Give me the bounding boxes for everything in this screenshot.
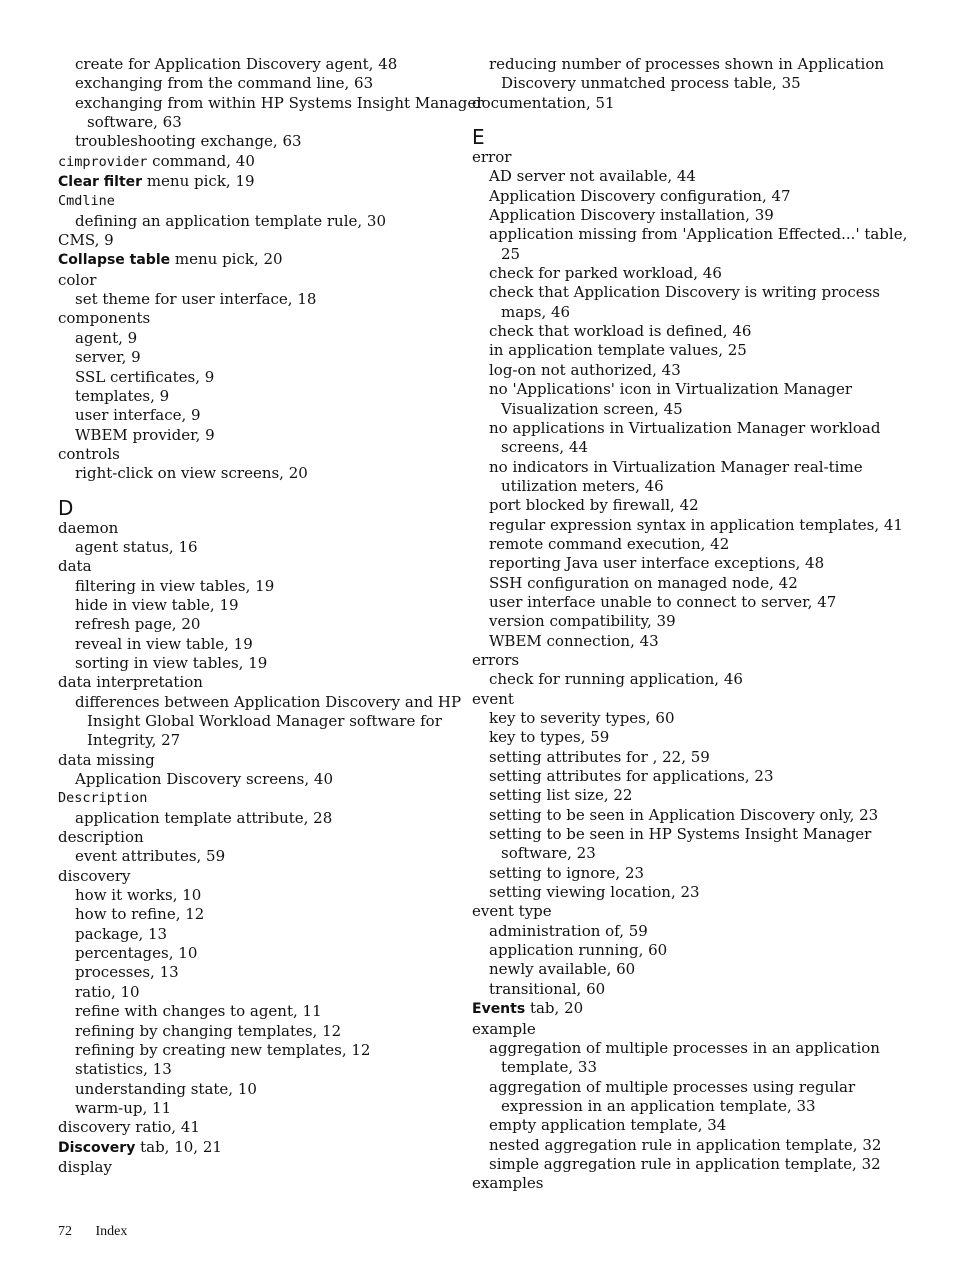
- index-reference: tab, 10, 21: [135, 1137, 222, 1156]
- index-subterm: refining by changing templates, 12: [75, 1021, 342, 1040]
- index-subterm: check that workload is defined, 46: [489, 322, 752, 341]
- index-subterm: setting to be seen in HP Systems Insight Manager: [489, 825, 872, 844]
- index-subterm: refresh page, 20: [75, 615, 201, 634]
- index-subterm: check that Application Discovery is writing process: [489, 283, 881, 302]
- index-subterm: Application Discovery screens, 40: [75, 770, 333, 789]
- index-subterm: percentages, 10: [75, 944, 198, 963]
- index-subterm: server, 9: [75, 348, 141, 367]
- index-subterm: setting list size, 22: [489, 786, 633, 805]
- index-subterm: application missing from 'Application Effected...' table,: [489, 225, 908, 244]
- index-continuation: Insight Global Workload Manager software for: [87, 712, 442, 730]
- index-subterm: no indicators in Virtualization Manager real-time: [489, 457, 863, 476]
- index-subterm: simple aggregation rule in application template, 32: [489, 1154, 881, 1173]
- index-continuation: maps, 46: [501, 302, 571, 321]
- index-term: daemon: [58, 518, 119, 537]
- index-subterm: ratio, 10: [75, 982, 140, 1001]
- index-term: color: [58, 270, 97, 289]
- index-term: Cmdline: [58, 193, 115, 210]
- index-term: data: [58, 557, 92, 576]
- index-continuation: utilization meters, 46: [501, 476, 664, 495]
- index-subterm: key to severity types, 60: [489, 709, 675, 727]
- index-subterm: reveal in view table, 19: [75, 634, 253, 653]
- index-subterm: understanding state, 10: [75, 1079, 257, 1098]
- index-section-letter: D: [58, 495, 74, 520]
- index-subterm: hide in view table, 19: [75, 595, 239, 614]
- index-subterm: setting to be seen in Application Discovery only, 23: [489, 805, 879, 824]
- index-subterm: check for parked workload, 46: [489, 264, 722, 283]
- index-subterm: templates, 9: [75, 386, 170, 405]
- ui-element-name: Collapse table: [58, 252, 171, 269]
- footer-section-title: Index: [95, 1224, 128, 1239]
- index-subterm: event attributes, 59: [75, 847, 226, 866]
- index-term: [58, 250, 462, 270]
- index-subterm: AD server not available, 44: [489, 167, 696, 186]
- index-subterm: differences between Application Discovery and HP: [75, 692, 462, 711]
- index-subterm: setting attributes for , 22, 59: [489, 747, 710, 766]
- index-subterm: administration of, 59: [489, 921, 648, 940]
- index-subterm: set theme for user interface, 18: [75, 290, 317, 309]
- index-continuation: Discovery unmatched process table, 35: [501, 74, 801, 93]
- index-continuation: software, 23: [501, 844, 596, 863]
- index-subterm: WBEM provider, 9: [75, 425, 215, 444]
- index-term: data missing: [58, 750, 155, 769]
- index-subterm: check for running application, 46: [489, 670, 743, 689]
- page-footer: [58, 1222, 147, 1241]
- index-term: components: [58, 309, 151, 328]
- index-subterm: in application template values, 25: [489, 341, 747, 360]
- index-subterm: right-click on view screens, 20: [75, 464, 308, 483]
- index-subterm: agent, 9: [75, 328, 138, 347]
- index-column-left: [58, 55, 484, 1177]
- index-subterm: application template attribute, 28: [75, 808, 333, 827]
- index-section-letter: E: [472, 125, 485, 150]
- index-subterm: no applications in Virtualization Manager workload: [489, 418, 881, 437]
- index-subterm: aggregation of multiple processes using regular: [489, 1077, 856, 1096]
- index-subterm: user interface unable to connect to server, 47: [489, 592, 837, 611]
- ui-element-name: Discovery: [58, 1139, 136, 1156]
- index-continuation: Integrity, 27: [87, 731, 181, 750]
- index-subterm: nested aggregation rule in application template, 32: [489, 1135, 882, 1154]
- index-subterm: aggregation of multiple processes in an application: [489, 1038, 880, 1057]
- index-term: description: [58, 828, 144, 847]
- index-term: controls: [58, 444, 120, 463]
- index-reference: command, 40: [147, 151, 255, 170]
- index-term: event: [472, 689, 514, 708]
- ui-element-name: Events: [472, 1001, 526, 1018]
- index-subterm: processes, 13: [75, 963, 179, 982]
- index-subterm: refining by creating new templates, 12: [75, 1040, 371, 1059]
- index-continuation: expression in an application template, 33: [501, 1096, 816, 1115]
- index-term: documentation, 51: [472, 93, 615, 112]
- index-continuation: screens, 44: [501, 438, 589, 457]
- index-subterm: create for Application Discovery agent, 48: [75, 55, 398, 73]
- index-reference: menu pick, 20: [170, 250, 283, 269]
- index-subterm: sorting in view tables, 19: [75, 653, 268, 672]
- index-subterm: no 'Applications' icon in Virtualization Manager: [489, 380, 852, 399]
- index-subterm: Application Discovery configuration, 47: [489, 186, 791, 205]
- index-reference: menu pick, 19: [142, 172, 255, 191]
- index-subterm: setting viewing location, 23: [489, 883, 700, 902]
- index-term: [472, 999, 876, 1019]
- index-term: [58, 1138, 462, 1158]
- index-subterm: filtering in view tables, 19: [75, 576, 275, 595]
- index-continuation: template, 33: [501, 1058, 597, 1077]
- index-subterm: reporting Java user interface exceptions, 48: [489, 554, 825, 573]
- index-term: example: [472, 1019, 536, 1038]
- index-term: errors: [472, 650, 520, 669]
- index-term: error: [472, 148, 512, 167]
- index-term: discovery ratio, 41: [58, 1118, 200, 1137]
- index-term: event type: [472, 902, 552, 921]
- index-term: examples: [472, 1174, 544, 1193]
- index-continuation: Visualization screen, 45: [501, 399, 683, 418]
- index-subterm: SSL certificates, 9: [75, 367, 215, 386]
- index-continuation: 25: [501, 244, 521, 263]
- index-continuation: software, 63: [87, 113, 182, 132]
- index-subterm: version compatibility, 39: [489, 612, 676, 631]
- index-subterm: how to refine, 12: [75, 905, 205, 924]
- index-subterm: log-on not authorized, 43: [489, 360, 681, 379]
- index-subterm: exchanging from the command line, 63: [75, 74, 374, 93]
- index-term: [58, 152, 462, 172]
- index-subterm: reducing number of processes shown in Application: [489, 55, 885, 73]
- index-subterm: remote command execution, 42: [489, 534, 730, 553]
- index-subterm: setting to ignore, 23: [489, 863, 645, 882]
- index-term: Description: [58, 790, 148, 807]
- index-column-right: [472, 55, 908, 1194]
- index-subterm: defining an application template rule, 30: [75, 211, 386, 230]
- index-subterm: regular expression syntax in application templates, 41: [489, 515, 903, 534]
- index-term: CMS, 9: [58, 231, 114, 250]
- index-subterm: key to types, 59: [489, 728, 610, 747]
- index-term: discovery: [58, 866, 131, 885]
- index-term: data interpretation: [58, 673, 203, 692]
- index-subterm: empty application template, 34: [489, 1116, 727, 1135]
- index-subterm: how it works, 10: [75, 886, 202, 905]
- index-reference: tab, 20: [525, 999, 584, 1018]
- index-subterm: Application Discovery installation, 39: [489, 206, 774, 225]
- index-term: display: [58, 1157, 112, 1176]
- index-subterm: transitional, 60: [489, 979, 606, 998]
- index-subterm: package, 13: [75, 924, 168, 943]
- index-subterm: agent status, 16: [75, 537, 198, 556]
- index-subterm: WBEM connection, 43: [489, 631, 659, 650]
- command-name: cimprovider: [58, 153, 148, 170]
- index-subterm: refine with changes to agent, 11: [75, 1002, 322, 1021]
- index-subterm: user interface, 9: [75, 406, 201, 425]
- index-subterm: application running, 60: [489, 941, 668, 960]
- index-subterm: port blocked by firewall, 42: [489, 496, 699, 515]
- index-subterm: warm-up, 11: [75, 1098, 172, 1117]
- page-number: 72: [58, 1224, 72, 1239]
- index-subterm: newly available, 60: [489, 960, 636, 979]
- index-subterm: exchanging from within HP Systems Insight Manager: [75, 93, 484, 112]
- index-subterm: setting attributes for applications, 23: [489, 767, 774, 786]
- index-subterm: SSH configuration on managed node, 42: [489, 573, 798, 592]
- ui-element-name: Clear filter: [58, 174, 143, 191]
- index-term: [58, 172, 462, 192]
- index-subterm: statistics, 13: [75, 1060, 172, 1079]
- index-subterm: troubleshooting exchange, 63: [75, 132, 302, 151]
